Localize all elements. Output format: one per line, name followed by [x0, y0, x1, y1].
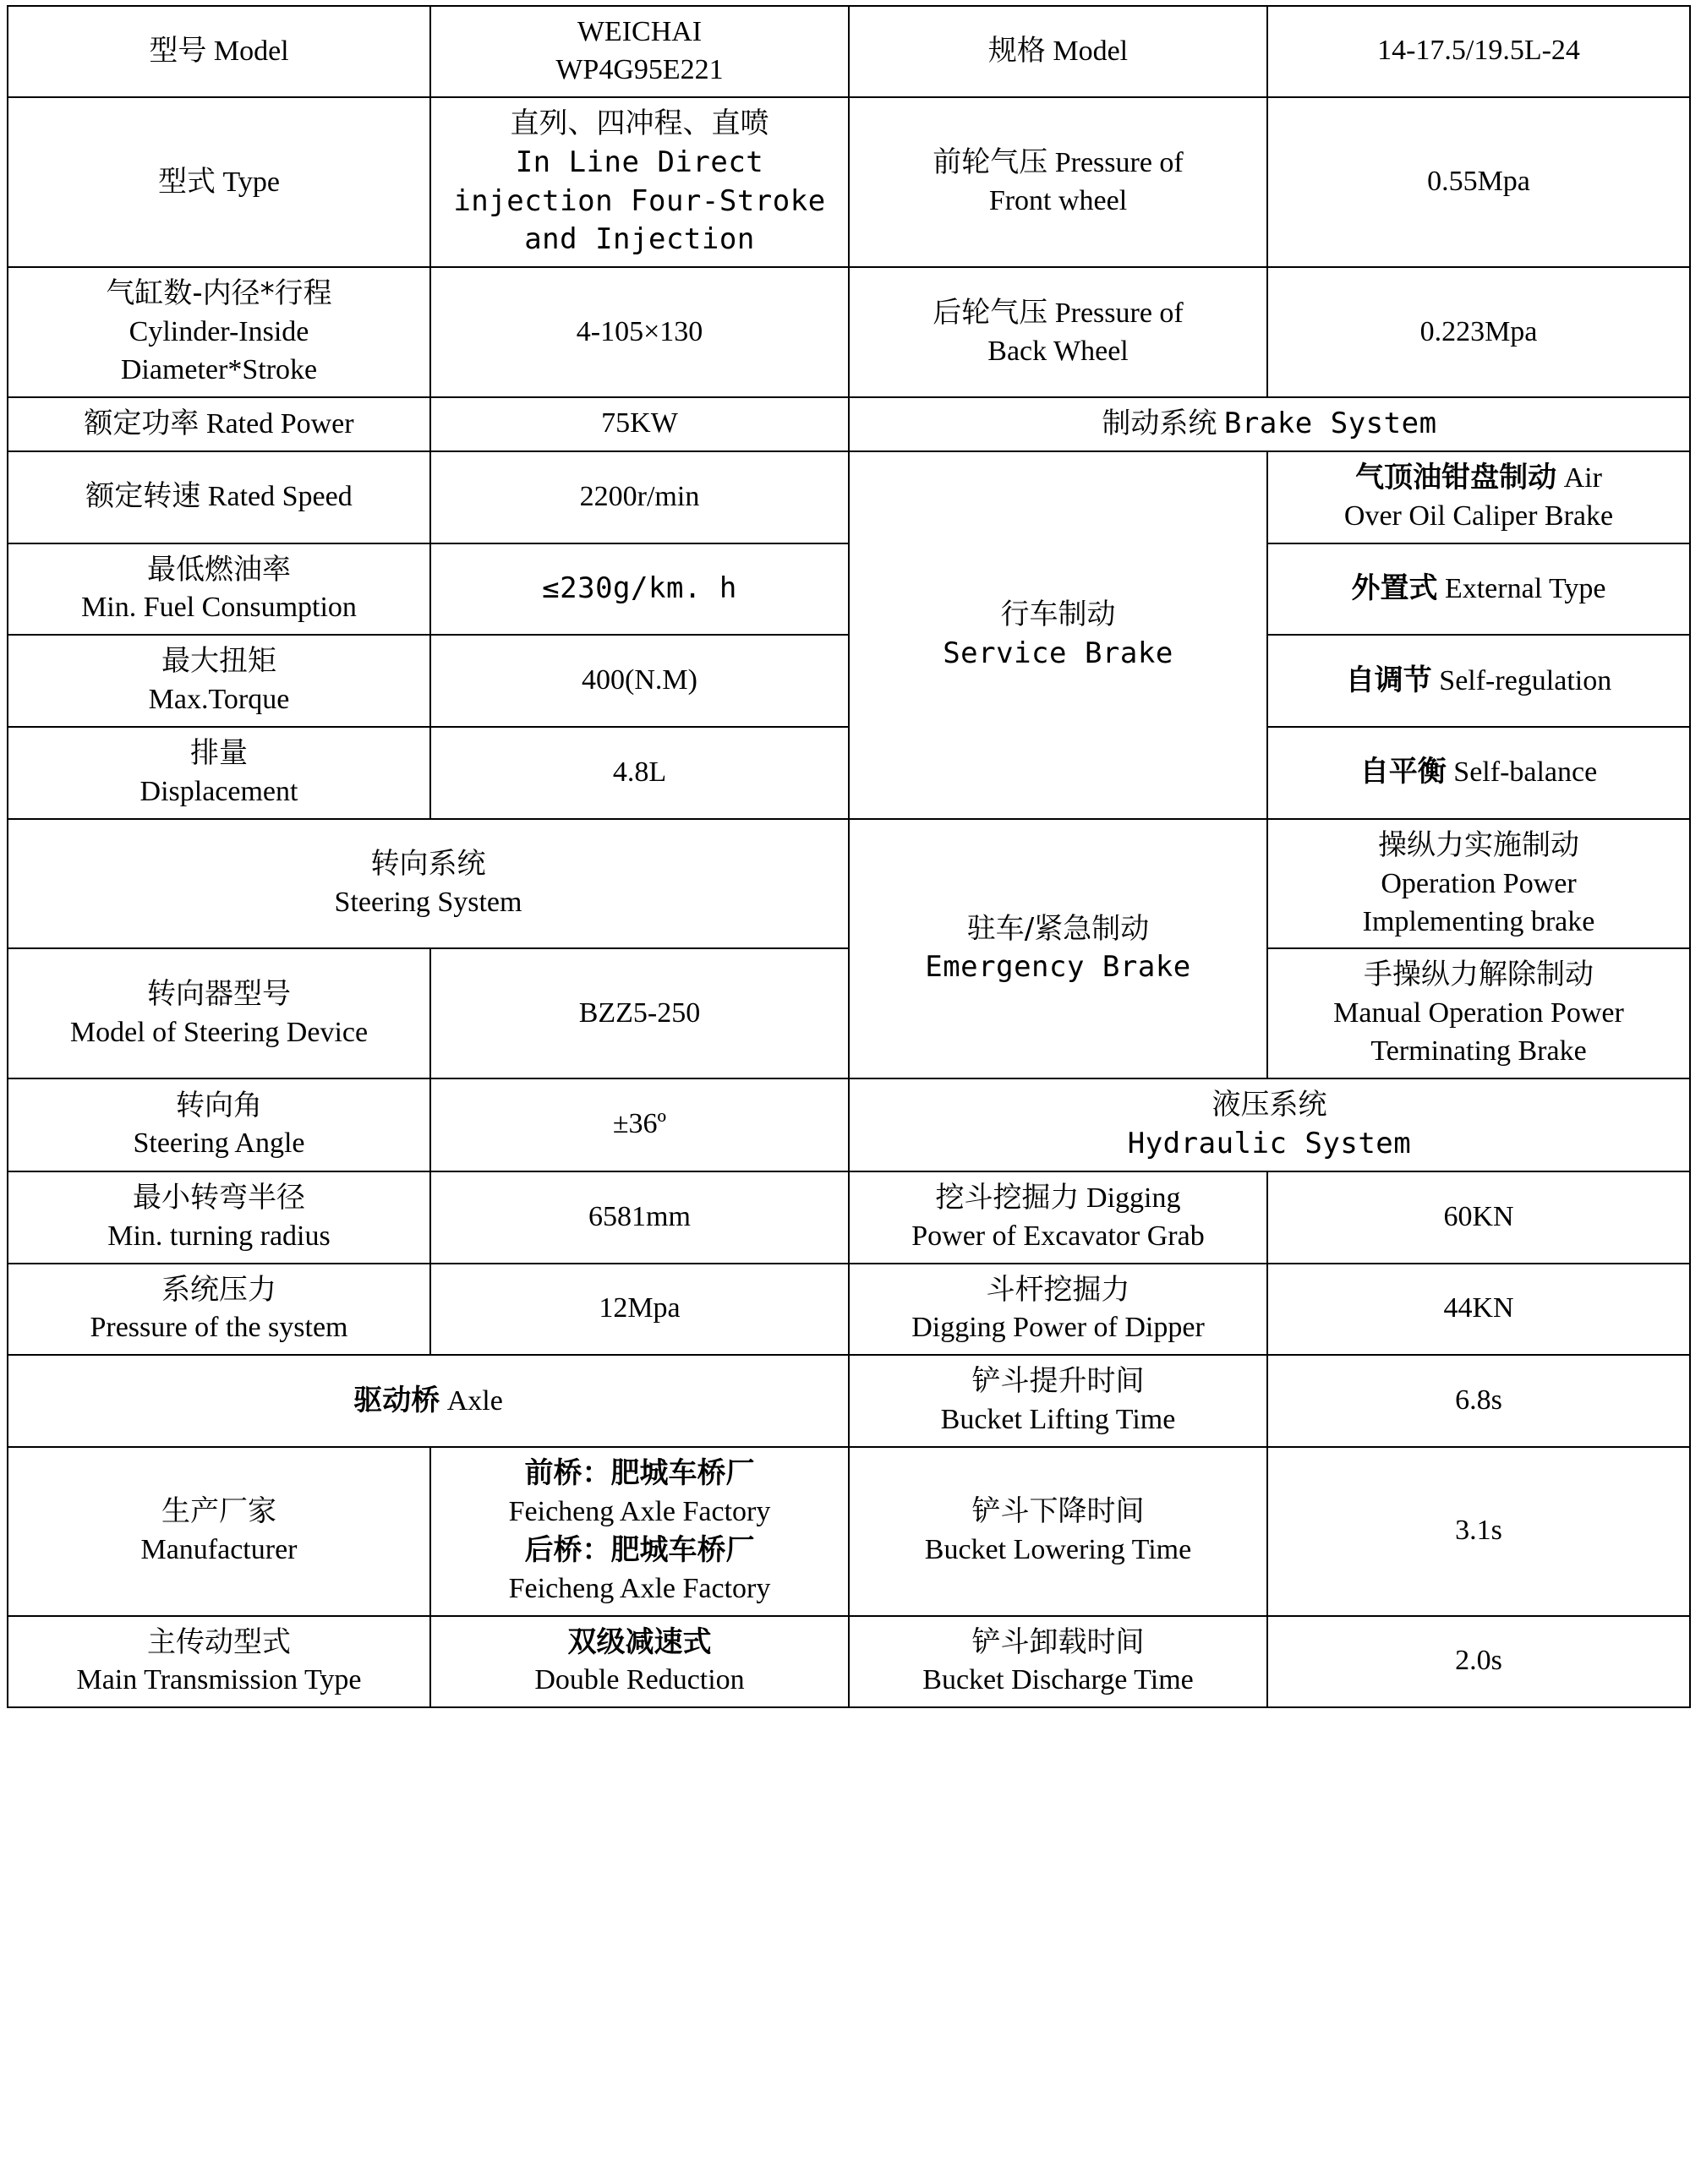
cell-text-latin: BZZ5-250: [578, 996, 701, 1029]
table-cell: [430, 1264, 849, 1356]
cell-text-latin: ±36º: [612, 1108, 667, 1140]
cell-text-latin: 14-17.5/19.5L-24: [1377, 35, 1580, 67]
cell-text-latin: 0.223Mpa: [1419, 315, 1538, 347]
cell-line: [855, 183, 1261, 221]
cell-text-cjk: 铲斗下降时间: [971, 1494, 1145, 1529]
cell-line: [436, 1198, 843, 1237]
cell-line: [14, 975, 424, 1014]
cell-text-latin: 2.0s: [1455, 1645, 1502, 1677]
cell-text-latin: WP4G95E221: [555, 53, 724, 85]
cell-line: [14, 642, 424, 681]
cell-line: [1273, 1382, 1684, 1420]
cell-text-latin: Self-balance: [1453, 756, 1598, 789]
table-cell: [8, 819, 849, 949]
cell-text-latin: 12Mpa: [599, 1292, 681, 1324]
table-cell: [8, 543, 430, 636]
cell-line: [855, 1401, 1261, 1439]
table-cell: [8, 451, 430, 543]
cell-text-latin: Rated Speed: [207, 481, 353, 513]
cell-text-latin: Min. Fuel Consumption: [81, 592, 357, 624]
cell-line: [14, 681, 424, 719]
cell-line: [855, 1624, 1261, 1663]
cell-line: [1273, 753, 1684, 792]
cell-line: [14, 551, 424, 590]
cell-text-latin: Rated Power: [205, 407, 354, 440]
table-cell: [430, 1616, 849, 1708]
cell-text-cjk: 最低燃油率: [147, 552, 291, 587]
cell-line: [855, 1532, 1261, 1570]
cell-line: [1273, 570, 1684, 609]
cell-text-cjk: 行车制动: [1000, 598, 1116, 632]
table-row: [8, 1447, 1690, 1616]
cell-line: [1273, 662, 1684, 701]
cell-text-cjk: 气顶油钳盘制动: [1355, 460, 1557, 494]
cell-line: [14, 884, 843, 922]
cell-text-cjk: 斗杆挖掘力: [986, 1272, 1130, 1307]
cell-text-latin: 0.55Mpa: [1427, 166, 1530, 198]
cell-text-latin: Pressure of: [1054, 297, 1184, 329]
table-row: [8, 267, 1690, 397]
cell-line: [436, 662, 843, 700]
table-cell: [1267, 543, 1690, 636]
cell-text-latin: 4.8L: [612, 756, 667, 788]
table-cell: [430, 97, 849, 268]
cell-line: [1273, 32, 1684, 70]
table-row: [8, 6, 1690, 97]
cell-text-cjk: 额定功率: [84, 406, 200, 440]
cell-line: [855, 1271, 1261, 1310]
cell-text-cjk: 规格: [987, 33, 1046, 68]
cell-line: [436, 183, 843, 221]
table-cell: [849, 97, 1267, 268]
cell-text-cjk: 直列、四冲程、直喷: [510, 106, 769, 140]
cell-line: [1273, 1033, 1684, 1071]
table-cell: [849, 1078, 1690, 1171]
table-cell: [849, 267, 1267, 397]
cell-text-cjk: 主传动型式: [147, 1624, 291, 1659]
table-row: [8, 1078, 1690, 1171]
table-row: [8, 451, 1690, 543]
cell-text-latin: Double Reduction: [534, 1664, 745, 1696]
cell-line: [855, 32, 1261, 71]
cell-text-latin: 75KW: [601, 407, 678, 440]
table-row: [8, 97, 1690, 268]
cell-text-cjk: 系统压力: [161, 1272, 276, 1307]
table-cell: [1267, 635, 1690, 727]
cell-text-latin: Displacement: [139, 775, 298, 807]
cell-text-cjk: 转向系统: [370, 847, 486, 882]
cell-text-latin: Cylinder-Inside: [129, 316, 309, 348]
cell-line: [1273, 1198, 1684, 1237]
cell-line: [14, 405, 424, 444]
cell-text-latin: Axle: [446, 1384, 503, 1417]
cell-line: [436, 754, 843, 792]
cell-text-cjk: 最大扭矩: [161, 644, 276, 679]
cell-line: [436, 14, 843, 52]
cell-text-latin: 44KN: [1443, 1292, 1514, 1324]
table-cell: [430, 1447, 849, 1616]
cell-line: [855, 144, 1261, 183]
cell-text-cjk: 排量: [190, 736, 248, 770]
cell-line: [855, 910, 1261, 949]
cell-text-latin: Operation Power: [1381, 867, 1577, 899]
cell-line: [855, 596, 1261, 635]
cell-text-latin: Self-regulation: [1439, 664, 1612, 696]
table-cell: [8, 1616, 430, 1708]
cell-line: [855, 1086, 1684, 1125]
table-cell: [430, 267, 849, 397]
cell-text-cjk: 前轮气压: [933, 145, 1048, 180]
cell-text-latin: Diameter*Stroke: [120, 354, 318, 385]
table-cell: [1267, 1171, 1690, 1264]
cell-text-latin: In Line Direct: [515, 145, 764, 179]
cell-text-latin: Brake System: [1223, 406, 1437, 440]
table-cell: [849, 451, 1267, 819]
cell-text-cjk: 生产厂家: [161, 1494, 276, 1529]
table-cell: [1267, 6, 1690, 97]
table-cell: [849, 819, 1267, 1078]
cell-text-latin: Bucket Lifting Time: [940, 1404, 1176, 1436]
cell-line: [855, 1179, 1261, 1218]
cell-text-latin: Over Oil Caliper Brake: [1343, 500, 1614, 532]
cell-line: [14, 163, 424, 202]
cell-text-latin: Bucket Lowering Time: [924, 1534, 1192, 1566]
cell-text-cjk: 转向角: [176, 1088, 262, 1122]
cell-line: [855, 948, 1261, 987]
cell-text-cjk: 液压系统: [1211, 1088, 1327, 1122]
cell-text-latin: Pressure of the system: [90, 1312, 348, 1344]
table-cell: [8, 1171, 430, 1264]
cell-text-latin: Front wheel: [988, 185, 1128, 216]
cell-text-latin: Back Wheel: [987, 335, 1129, 367]
cell-text-cjk: 气缸数-内径*行程: [106, 276, 332, 311]
cell-line: [1273, 1290, 1684, 1328]
cell-text-latin: Manual Operation Power: [1333, 997, 1624, 1029]
table-row: [8, 1616, 1690, 1708]
cell-line: [436, 1493, 843, 1532]
cell-line: [436, 995, 843, 1033]
cell-line: [14, 1218, 424, 1256]
table-cell: [8, 1264, 430, 1356]
cell-text-latin: 2200r/min: [579, 480, 700, 512]
table-cell: [1267, 267, 1690, 397]
cell-text-cjk: 驱动桥: [353, 1383, 440, 1417]
table-cell: [1267, 1616, 1690, 1708]
cell-text-latin: Steering System: [334, 887, 522, 919]
table-cell: [8, 97, 430, 268]
table-cell: [1267, 1447, 1690, 1616]
cell-text-latin: 6581mm: [588, 1200, 691, 1232]
cell-line: [1273, 498, 1684, 536]
cell-text-latin: Air: [1563, 461, 1602, 494]
cell-text-latin: Service Brake: [943, 636, 1173, 671]
cell-line: [1273, 904, 1684, 942]
table-cell: [849, 397, 1690, 451]
cell-line: [14, 734, 424, 773]
cell-line: [14, 1125, 424, 1163]
cell-text-latin: Implementing brake: [1362, 905, 1595, 937]
cell-line: [14, 478, 424, 516]
table-cell: [1267, 451, 1690, 543]
cell-line: [855, 1309, 1261, 1347]
cell-text-latin: 4-105×130: [576, 315, 703, 347]
table-cell: [430, 543, 849, 636]
table-cell: [849, 1355, 1267, 1447]
cell-line: [436, 405, 843, 443]
cell-line: [1273, 956, 1684, 995]
cell-line: [14, 1179, 424, 1218]
table-cell: [430, 948, 849, 1078]
table-cell: [8, 397, 430, 451]
cell-text-cjk: 手操纵力解除制动: [1364, 958, 1594, 992]
cell-line: [855, 333, 1261, 371]
cell-text-cjk: 额定转速: [85, 479, 201, 514]
cell-text-latin: 400(N.M): [582, 664, 697, 696]
cell-text-cjk: 铲斗卸载时间: [971, 1624, 1145, 1659]
cell-text-cjk: 驻车/紧急制动: [966, 911, 1150, 946]
cell-line: [14, 1382, 843, 1421]
cell-line: [436, 52, 843, 90]
table-cell: [430, 6, 849, 97]
table-cell: [8, 1078, 430, 1171]
table-cell: [849, 1616, 1267, 1708]
cell-line: [14, 589, 424, 627]
cell-text-latin: Hydraulic System: [1127, 1126, 1412, 1160]
cell-line: [14, 1662, 424, 1700]
cell-line: [14, 1014, 424, 1052]
cell-text-latin: Terminating Brake: [1370, 1035, 1587, 1067]
cell-line: [855, 1218, 1261, 1256]
cell-text-latin: Type: [222, 166, 280, 198]
cell-text-cjk: 型式: [158, 164, 216, 199]
cell-line: [14, 1309, 424, 1347]
cell-line: [855, 294, 1261, 333]
cell-line: [1273, 865, 1684, 904]
table-cell: [8, 1355, 849, 1447]
table-cell: [8, 948, 430, 1078]
table-cell: [1267, 727, 1690, 819]
cell-text-latin: Pressure of: [1054, 147, 1184, 179]
table-row: [8, 1355, 1690, 1447]
cell-text-cjk: 前桥：肥城车桥厂: [524, 1456, 755, 1490]
cell-text-cjk: 外置式: [1351, 571, 1438, 605]
cell-line: [436, 570, 843, 609]
cell-text-latin: Model of Steering Device: [69, 1016, 369, 1048]
cell-line: [436, 314, 843, 352]
table-cell: [849, 6, 1267, 97]
cell-text-latin: Bucket Discharge Time: [922, 1664, 1194, 1696]
cell-line: [14, 275, 424, 314]
cell-line: [14, 1087, 424, 1126]
cell-line: [436, 1624, 843, 1663]
cell-text-latin: Main Transmission Type: [76, 1664, 362, 1696]
cell-text-latin: Feicheng Axle Factory: [508, 1495, 771, 1527]
cell-text-latin: Model: [1053, 35, 1129, 67]
cell-line: [1273, 995, 1684, 1033]
cell-line: [14, 1532, 424, 1570]
cell-text-cjk: 操纵力实施制动: [1378, 827, 1579, 862]
cell-line: [1273, 1512, 1684, 1550]
cell-line: [1273, 314, 1684, 352]
table-cell: [1267, 948, 1690, 1078]
cell-line: [436, 1455, 843, 1493]
cell-text-latin: ≤230g/km. h: [542, 571, 737, 605]
cell-line: [855, 1662, 1261, 1700]
table-row: [8, 819, 1690, 949]
cell-text-cjk: 转向器型号: [147, 976, 291, 1011]
table-cell: [1267, 1264, 1690, 1356]
table-cell: [430, 451, 849, 543]
cell-line: [436, 1570, 843, 1608]
cell-text-latin: Max.Torque: [148, 684, 290, 716]
cell-line: [14, 32, 424, 71]
specification-table: [7, 5, 1691, 1708]
table-cell: [430, 727, 849, 819]
cell-text-latin: Manufacturer: [140, 1534, 298, 1566]
table-cell: [849, 1264, 1267, 1356]
table-cell: [430, 1078, 849, 1171]
cell-text-cjk: 制动系统: [1102, 406, 1217, 440]
cell-line: [436, 1532, 843, 1570]
cell-text-cjk: 自调节: [1345, 663, 1432, 697]
specification-table-body: [8, 6, 1690, 1707]
cell-text-cjk: 双级减速式: [567, 1624, 712, 1659]
cell-text-latin: Model: [213, 35, 289, 67]
table-cell: [849, 1447, 1267, 1616]
cell-text-latin: Feicheng Axle Factory: [508, 1572, 771, 1604]
cell-line: [436, 1290, 843, 1328]
cell-text-latin: and Injection: [524, 222, 755, 257]
table-cell: [430, 397, 849, 451]
cell-text-latin: injection Four-Stroke: [453, 183, 826, 218]
cell-text-latin: External Type: [1444, 572, 1606, 604]
cell-line: [436, 221, 843, 259]
cell-text-latin: Min. turning radius: [107, 1220, 331, 1252]
cell-text-latin: 60KN: [1443, 1200, 1514, 1232]
cell-line: [855, 1493, 1261, 1532]
table-cell: [8, 727, 430, 819]
cell-text-latin: Digging Power of Dipper: [911, 1312, 1205, 1344]
table-row: [8, 1171, 1690, 1264]
cell-line: [436, 1662, 843, 1700]
table-cell: [430, 635, 849, 727]
table-cell: [1267, 1355, 1690, 1447]
table-cell: [8, 6, 430, 97]
cell-text-cjk: 铲斗提升时间: [971, 1364, 1145, 1399]
table-cell: [8, 1447, 430, 1616]
cell-text-cjk: 自平衡: [1359, 755, 1447, 789]
cell-text-latin: Power of Excavator Grab: [911, 1220, 1205, 1252]
cell-line: [436, 1106, 843, 1144]
cell-text-cjk: 后轮气压: [933, 295, 1048, 330]
cell-line: [14, 845, 843, 884]
cell-line: [14, 1493, 424, 1532]
cell-line: [436, 144, 843, 183]
table-cell: [8, 267, 430, 397]
cell-text-cjk: 型号: [149, 33, 207, 68]
table-row: [8, 397, 1690, 451]
cell-line: [1273, 1642, 1684, 1680]
cell-line: [1273, 163, 1684, 201]
table-row: [8, 1264, 1690, 1356]
table-cell: [8, 635, 430, 727]
cell-text-latin: Emergency Brake: [925, 950, 1191, 985]
cell-line: [14, 314, 424, 352]
cell-text-latin: 6.8s: [1455, 1384, 1502, 1417]
table-cell: [430, 1171, 849, 1264]
cell-line: [14, 1624, 424, 1663]
cell-text-latin: 3.1s: [1455, 1515, 1502, 1547]
cell-line: [855, 405, 1684, 444]
cell-text-latin: WEICHAI: [577, 16, 703, 47]
table-cell: [1267, 97, 1690, 268]
cell-line: [14, 1271, 424, 1310]
cell-line: [436, 478, 843, 516]
cell-line: [436, 105, 843, 144]
cell-line: [1273, 827, 1684, 865]
cell-text-cjk: 最小转弯半径: [133, 1180, 305, 1215]
table-cell: [1267, 819, 1690, 949]
cell-line: [855, 1362, 1261, 1401]
cell-line: [14, 352, 424, 390]
table-cell: [849, 1171, 1267, 1264]
cell-line: [855, 1125, 1684, 1164]
cell-line: [14, 773, 424, 811]
cell-text-cjk: 后桥：肥城车桥厂: [524, 1532, 755, 1567]
cell-line: [1273, 459, 1684, 498]
cell-text-latin: Steering Angle: [133, 1127, 305, 1160]
cell-line: [855, 635, 1261, 674]
cell-text-cjk: 挖斗挖掘力: [935, 1180, 1080, 1215]
cell-text-latin: Digging: [1086, 1182, 1181, 1214]
